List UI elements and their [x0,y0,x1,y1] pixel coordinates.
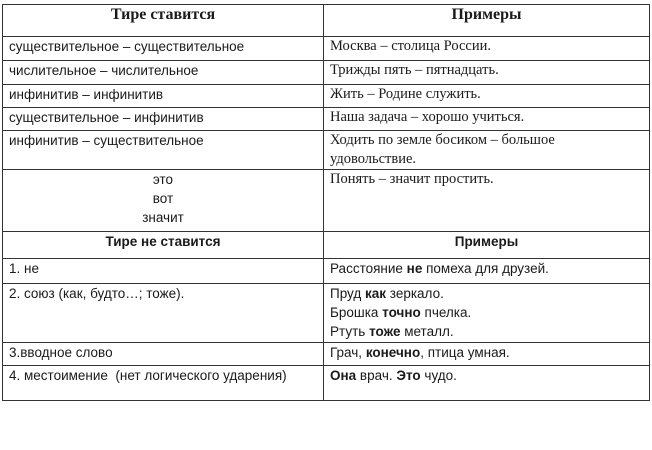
table-row [3,170,650,232]
example-cell: Трижды пять – пятнадцать. [324,61,650,85]
example-text: пчелка. [420,305,472,320]
example-text: зеркало. [386,286,444,301]
rule-cell: числительное – числительное [3,61,324,85]
example-line: Ходить по земле босиком – большое [330,132,555,148]
rule-cell: инфинитив – инфинитив [3,85,324,108]
example-emphasis: как [365,286,387,301]
example-cell: Жить – Родине служить. [324,85,650,108]
example-text: помеха для друзей. [422,261,549,276]
example-cell [324,284,650,343]
example-line [330,284,643,303]
table-row [3,284,650,343]
example-text: , птица умная. [420,345,510,360]
example-line [330,322,643,341]
example-text: Расстояние [330,261,407,276]
rule-cell: 4. местоимение (нет логического ударения) [3,366,324,401]
table-header-no-dash [3,232,650,259]
rule-cell [3,170,324,232]
example-cell: Понять – значит простить. [324,170,650,232]
example-emphasis: конечно [365,345,421,360]
example-cell [324,366,650,401]
header-examples: Примеры [324,232,650,259]
table-header-dash [3,5,650,37]
rule-cell: 3.вводное слово [3,343,324,366]
header-dash-not-used: Тире не ставится [3,232,324,259]
example-cell [324,259,650,284]
example-cell: Москва – столица России. [324,37,650,61]
example-cell [324,131,650,170]
example-text: Грач, [330,345,366,360]
rule-cell: 2. союз (как, будто…; тоже). [3,284,324,343]
rule-cell: существительное – инфинитив [3,108,324,131]
example-emphasis: не [406,261,423,276]
table-row [3,37,650,61]
example-emphasis: тоже [369,324,401,339]
table-row [3,366,650,401]
dash-rules-table [2,4,650,401]
example-emphasis: точно [382,305,421,320]
example-text: врач. [356,368,397,383]
example-text: чудо. [420,368,457,383]
example-emphasis: Она [330,368,357,383]
rule-cell: 1. не [3,259,324,284]
table-row [3,85,650,108]
table-row [3,343,650,366]
rule-cell: существительное – существительное [3,37,324,61]
example-text: Пруд [330,286,365,301]
table-row [3,61,650,85]
example-cell [324,343,650,366]
header-dash-used: Тире ставится [3,5,324,37]
example-line [330,303,643,322]
table-row [3,259,650,284]
header-examples: Примеры [324,5,650,37]
example-text: металл. [400,324,454,339]
rule-cell: инфинитив – существительное [3,131,324,170]
table-row [3,131,650,170]
rule-word: вот [152,191,174,206]
example-text: Ртуть [330,324,370,339]
example-emphasis: Это [396,368,421,383]
example-line: удовольствие. [330,151,417,167]
example-cell: Наша задача – хорошо учиться. [324,108,650,131]
example-text: Брошка [330,305,383,320]
rule-word: это [152,172,174,187]
table-row [3,108,650,131]
rule-word: значит [142,210,184,225]
